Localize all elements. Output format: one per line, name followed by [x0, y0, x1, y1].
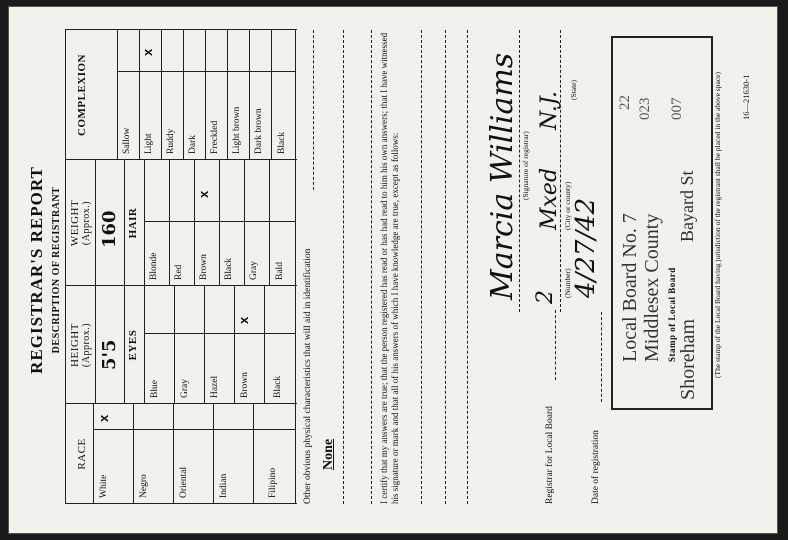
- hair-header: HAIR: [127, 207, 139, 239]
- height-value: 5'5: [99, 339, 120, 370]
- dotted-fill-line: [421, 30, 422, 504]
- complexion-row-rule: [227, 30, 228, 160]
- number-caption: (Number): [563, 268, 572, 298]
- eyes-header-rule: [144, 286, 145, 404]
- registrars-report-card: [13, 10, 773, 530]
- race-option-negro: Negro: [139, 474, 149, 498]
- board-line: [560, 30, 561, 312]
- hair-option-black: Black: [224, 257, 234, 280]
- date-of-registration-label: Date of registration: [591, 430, 601, 504]
- weight-rule: [95, 160, 96, 286]
- height-rule: [95, 286, 96, 404]
- hair-top-rule: [124, 160, 125, 286]
- registrar-signature: Marcia Williams: [485, 52, 520, 300]
- hair-row-rule: [194, 160, 195, 286]
- race-check-divider: [93, 429, 295, 430]
- stamp-caption: (The stamp of the Local Board having jurisdiction of the registrant shall be placed in the above space): [713, 72, 722, 378]
- complexion-option-sallow: Sallow: [122, 127, 132, 154]
- complexion-row-rule: [183, 30, 184, 160]
- hair-row-rule: [169, 160, 170, 286]
- complexion-header: COMPLEXION: [76, 54, 88, 136]
- dotted-fill-line: [371, 30, 372, 504]
- race-header: RACE: [76, 438, 88, 470]
- complexion-light-x-mark: x: [140, 48, 155, 56]
- registrar-board-number: 2: [533, 290, 558, 304]
- weight-value: 160: [99, 210, 120, 248]
- eyes-row-rule: [264, 286, 265, 404]
- eyes-header: EYES: [127, 329, 139, 361]
- weight-approx: (Approx.): [81, 200, 92, 246]
- height-header: HEIGHT: [69, 323, 81, 367]
- weight-divider: [65, 159, 297, 160]
- hair-option-blonde: Blonde: [149, 252, 159, 280]
- registrar-for-local-board-label: Registrar for Local Board: [545, 406, 555, 504]
- race-option-white: White: [99, 474, 109, 498]
- complexion-option-ruddy: Ruddy: [166, 128, 176, 154]
- registrar-state: N.J.: [537, 91, 562, 130]
- registrar-city: Mxed: [537, 167, 562, 230]
- complexion-row-rule: [161, 30, 162, 160]
- dotted-fill-line: [555, 310, 556, 380]
- certification-text: I certify that my answers are true; that the person registered has read or has had read to him his own answers; that I have witnessed his signature or mark and that all of his answers of which I have knowledge are true, except as follows:: [379, 32, 400, 504]
- hair-option-gray: Gray: [249, 261, 259, 280]
- complexion-option-dark-brown: Dark brown: [254, 108, 264, 154]
- dotted-fill-line: [313, 30, 314, 190]
- eyes-row-rule: [234, 286, 235, 404]
- hair-row-rule: [219, 160, 220, 286]
- table-bottom-rule: [295, 30, 296, 504]
- hair-option-red: Red: [174, 264, 184, 280]
- date-of-registration-value: 4/27/42: [571, 197, 601, 298]
- dotted-fill-line: [601, 312, 602, 402]
- race-row-rule: [133, 404, 134, 504]
- eyes-row-rule: [204, 286, 205, 404]
- race-white-x-mark: x: [96, 414, 111, 422]
- complexion-header-rule: [117, 30, 118, 160]
- eyes-top-rule: [124, 286, 125, 404]
- eyes-option-gray: Gray: [180, 379, 190, 398]
- race-header-rule: [93, 404, 94, 504]
- complexion-option-light: Light: [144, 133, 154, 154]
- form-title: REGISTRAR'S REPORT: [27, 166, 46, 374]
- table-left-rule: [65, 503, 297, 504]
- hair-row-rule: [244, 160, 245, 286]
- stamp-code-1: 22: [617, 95, 633, 110]
- table-top-rule: [65, 30, 66, 504]
- hair-header-rule: [144, 160, 145, 286]
- table-right-rule: [65, 29, 297, 30]
- race-option-filipino: Filipino: [268, 467, 278, 498]
- form-subtitle: DESCRIPTION OF REGISTRANT: [51, 186, 62, 354]
- race-option-indian: Indian: [219, 473, 229, 498]
- complexion-row-rule: [249, 30, 250, 160]
- state-caption: (State): [569, 80, 578, 100]
- stamp-code-3: 007: [669, 97, 685, 120]
- stamp-street-address: Bayard St: [677, 170, 697, 242]
- stamp-county: Middlesex County: [641, 213, 663, 362]
- scanned-page: [8, 6, 778, 534]
- height-divider: [65, 285, 297, 286]
- complexion-row-rule: [205, 30, 206, 160]
- race-row-rule: [253, 404, 254, 504]
- weight-header: WEIGHT: [69, 199, 81, 247]
- complexion-option-black: Black: [277, 131, 287, 154]
- signature-line: [519, 30, 520, 312]
- dotted-fill-line: [445, 30, 446, 504]
- eyes-option-brown: Brown: [240, 372, 250, 398]
- hair-option-brown: Brown: [199, 254, 209, 280]
- eyes-row-rule: [174, 286, 175, 404]
- complexion-option-freckled: Freckled: [210, 120, 220, 154]
- hair-row-rule: [269, 160, 270, 286]
- eyes-option-hazel: Hazel: [210, 375, 220, 398]
- eyes-brown-x-mark: x: [236, 316, 251, 324]
- race-row-rule: [213, 404, 214, 504]
- eyes-option-blue: Blue: [150, 380, 160, 398]
- form-number: 16—21630-1: [741, 74, 751, 120]
- eyes-option-black: Black: [273, 375, 283, 398]
- eyes-check-divider: [144, 333, 295, 334]
- race-divider: [65, 403, 297, 404]
- other-characteristics-label: Other obvious physical characteristics that will aid in identification: [303, 248, 313, 504]
- dotted-fill-line: [467, 30, 468, 504]
- other-characteristics-value: None: [321, 438, 336, 470]
- stamp-board-number: Local Board No. 7: [619, 213, 641, 362]
- signature-caption: (Signature of registrar): [521, 131, 530, 200]
- stamp-form-label: Stamp of Local Board: [667, 267, 677, 362]
- height-approx: (Approx.): [81, 322, 92, 368]
- stamp-street-name: Shoreham: [677, 318, 699, 400]
- hair-option-bald: Bald: [275, 262, 285, 280]
- race-row-rule: [173, 404, 174, 504]
- city-caption: (City or county): [563, 181, 572, 230]
- dotted-fill-line: [343, 30, 344, 504]
- complexion-option-light-brown: Light brown: [232, 106, 242, 154]
- hair-brown-x-mark: x: [196, 190, 211, 198]
- stamp-code-2: 023: [637, 97, 653, 120]
- complexion-option-dark: Dark: [188, 135, 198, 154]
- complexion-row-rule: [271, 30, 272, 160]
- race-option-oriental: Oriental: [179, 466, 189, 498]
